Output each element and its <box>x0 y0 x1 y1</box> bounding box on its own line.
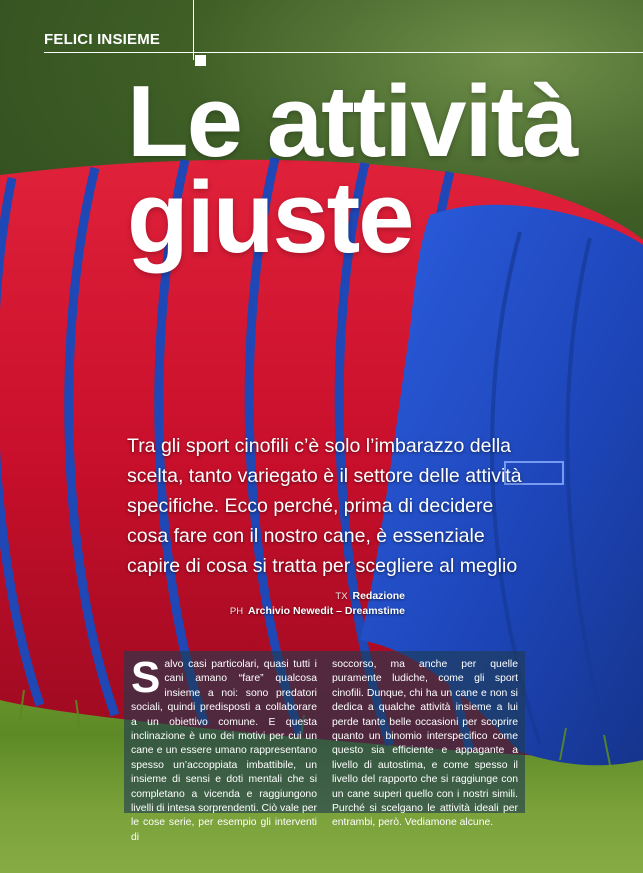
photo-credit-tag: PH <box>229 606 244 617</box>
drop-cap: S <box>131 653 161 702</box>
body-column-1 <box>131 653 317 845</box>
text-credit-tag: TX <box>335 591 348 602</box>
article-title <box>127 66 577 274</box>
text-credit-author: Redazione <box>352 590 405 602</box>
header-square-accent <box>195 55 206 66</box>
body-column-1-text: alvo casi particolari, quasi tutti i cani amano “fare” qualcosa insieme a noi: sono predatori sociali, quindi predisposti a collaborare a un obiettivo comune. E questa inclinazione è uno dei motivi per cui un cane e un essere umano rappresentano spesso un’accoppiata imbattibile, un insieme di sensi e doti mentali che si completano a vicenda e raggiungono livelli di intesa sorprendenti. Ciò vale per le cose serie, per esempio gli interventi di <box>131 659 317 843</box>
photo-credit <box>230 604 405 619</box>
header-divider <box>193 0 194 60</box>
title-line-1: Le attività <box>127 66 577 178</box>
title-line-2: giuste <box>127 162 413 274</box>
standfirst: Tra gli sport cinofili c’è solo l’imbarazzo della scelta, tanto variegato è il settore delle attività specifiche. Ecco perché, prima di decidere cosa fare con il nostro cane, è essenziale capire di cosa si tratta per scegliere al meglio <box>127 435 522 577</box>
body-column-2: soccorso, ma anche per quelle puramente ludiche, come gli sport cinofili. Dunque, chi ha un cane e non si dedica a qualche attività insieme a lui perde tante belle occasioni per scoprire quanto un binomio interspecifico come questo sia efficiente e appagante a livello di autostima, e come spesso il livello del rapporto che si raggiunge con un cane superi quello con i nostri simili. Purché si scelgano le attività ideali per entrambi, però. Vediamone alcune. <box>332 659 518 829</box>
header-rule <box>44 52 643 53</box>
photo-credit-author: Archivio Newedit – Dreamstime <box>248 605 405 617</box>
section-label: FELICI INSIEME <box>44 31 161 48</box>
credits <box>230 589 405 619</box>
text-credit <box>230 589 405 604</box>
